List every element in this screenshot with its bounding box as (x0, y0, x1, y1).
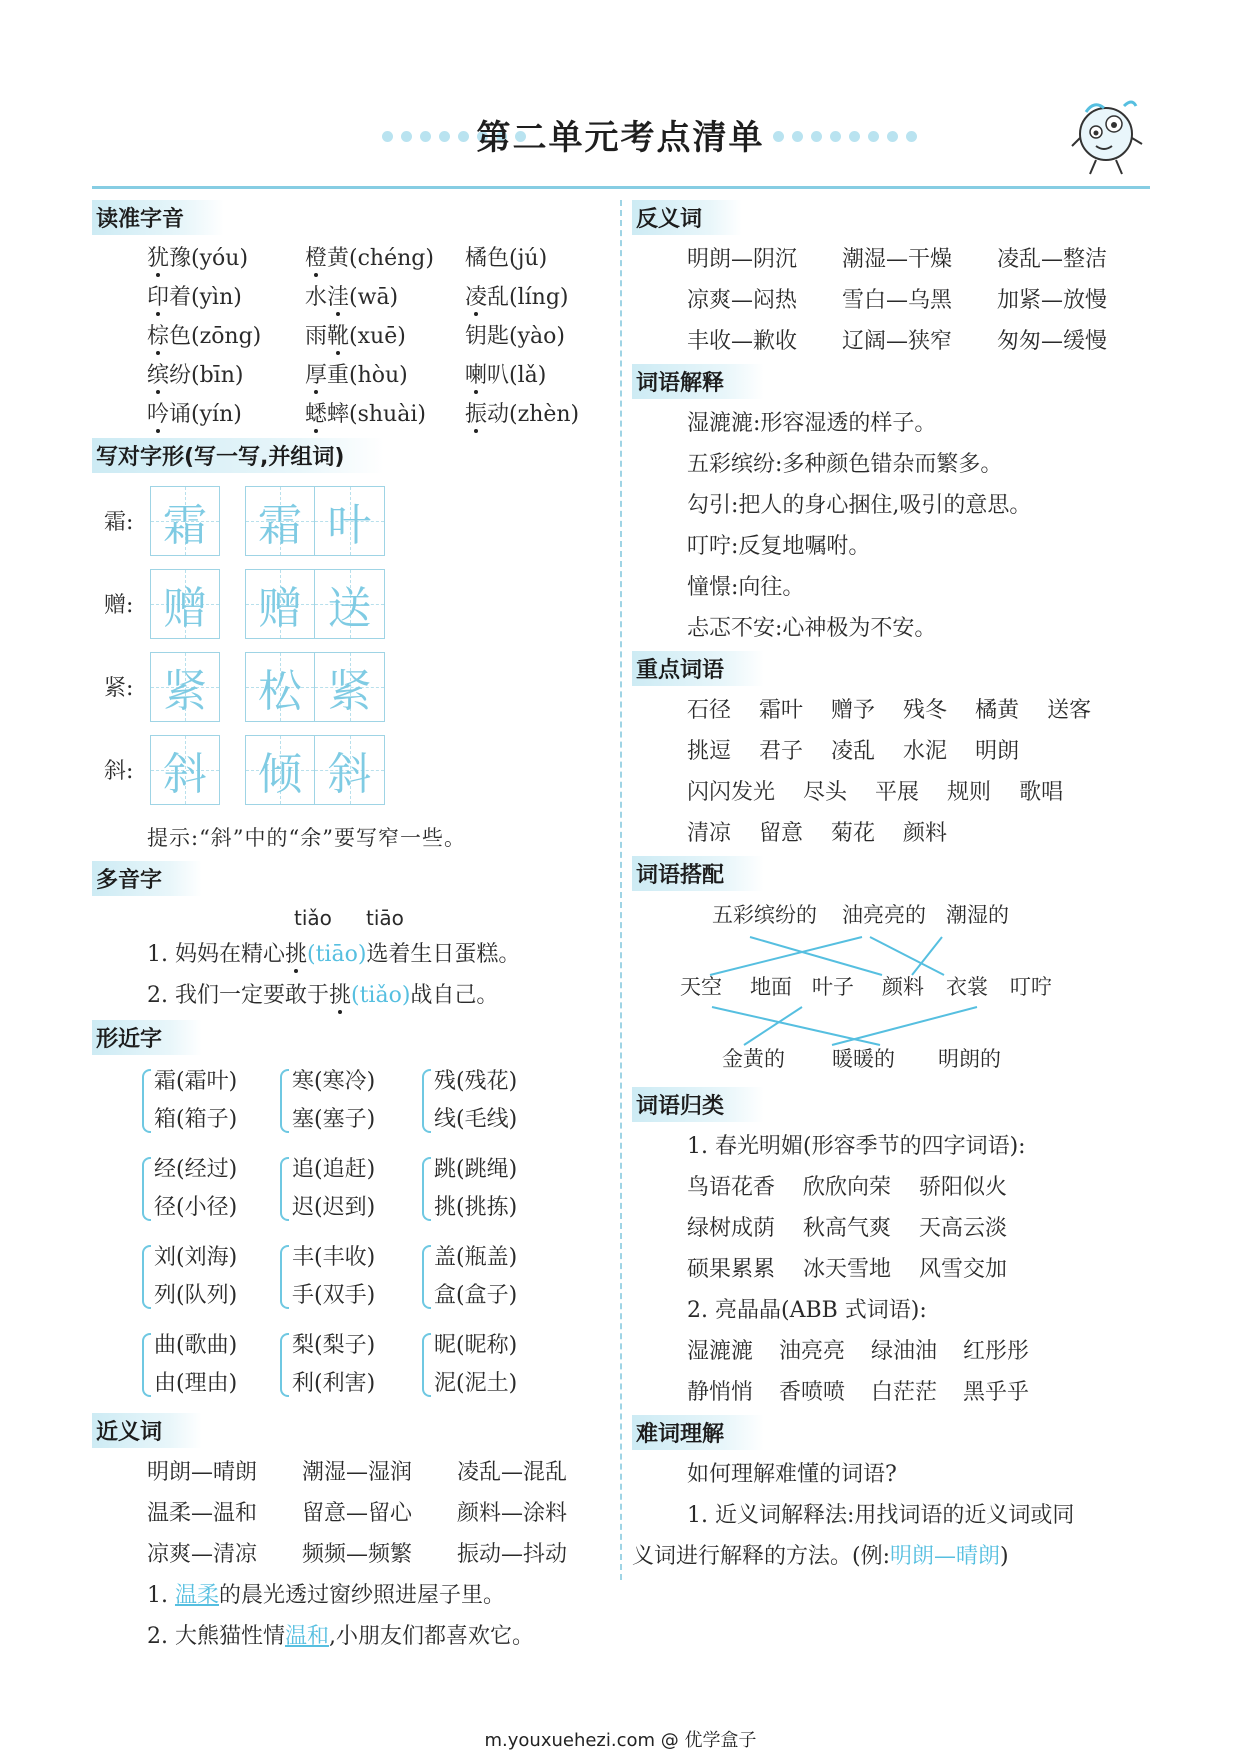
match-mid-4: 颜料 (882, 975, 924, 999)
word-pair-row (147, 1493, 612, 1534)
pinyin-dotted-char: 橙 (305, 246, 328, 271)
similar-word: 丰(丰收) (292, 1245, 376, 1270)
left-column (92, 200, 612, 1657)
word-row (687, 1167, 1152, 1208)
word-item: 留意 (759, 821, 804, 846)
word-pair: 加紧—放慢 (997, 288, 1108, 313)
pinyin-pre: 水 (305, 285, 328, 310)
similar-word: 霜(霜叶) (154, 1069, 238, 1094)
tian-char: 紧 (163, 665, 207, 717)
similar-word: 寒(寒冷) (292, 1069, 376, 1094)
pinyin-dotted-char: 犹 (147, 246, 170, 271)
word-row (687, 772, 1152, 813)
tian-char: 送 (327, 582, 372, 634)
pinyin-dotted-char: 凌 (465, 285, 488, 310)
write-hint: 提示:“斜”中的“余”要写窄一些。 (147, 826, 467, 850)
pinyin-dotted-char: 棕 (147, 324, 170, 349)
word-item: 菊花 (831, 821, 876, 846)
word-pair: 留意—留心 (302, 1501, 413, 1526)
word-pair: 潮湿—湿润 (302, 1460, 413, 1485)
word-pair: 明朗—阴沉 (687, 247, 798, 272)
tian-box (245, 735, 315, 805)
match-bottom-2: 暖暖的 (832, 1047, 895, 1071)
title-dots-right (773, 131, 917, 142)
similar-word: 昵(昵称) (434, 1333, 518, 1358)
word-item: 橘黄 (975, 698, 1020, 723)
pinyin-rest: (wā) (349, 285, 399, 310)
similar-group (280, 1063, 422, 1139)
similar-group (422, 1239, 572, 1315)
key-word-rows (632, 690, 1152, 854)
match-mid-2: 地面 (750, 975, 792, 999)
word-row (687, 813, 1152, 854)
word-item: 颜料 (903, 821, 948, 846)
synonym-example-1-word: 温柔 (174, 1583, 219, 1608)
word-row (687, 1331, 1152, 1372)
hard-words-question: 如何理解难懂的词语? (687, 1462, 897, 1487)
similar-word: 迟(迟到) (292, 1195, 376, 1220)
hard-words-example: 明朗—晴朗 (890, 1544, 1001, 1569)
word-item: 赠予 (831, 698, 876, 723)
polyphone-char-2: 挑 (328, 983, 351, 1008)
word-pair: 振动—抖动 (457, 1542, 568, 1567)
similar-word: 跳(跳绳) (434, 1157, 518, 1182)
similar-word: 曲(歌曲) (154, 1333, 238, 1358)
tian-pair (245, 569, 385, 639)
explain-item: 叮咛:反复地嘱咐。 (687, 534, 871, 559)
word-item: 红彤彤 (963, 1339, 1030, 1364)
pinyin-rest: 匙(yào) (487, 324, 565, 349)
pinyin-grid (92, 239, 612, 434)
section-title-matching: 词语搭配 (632, 856, 764, 891)
similar-word: 泥(泥土) (434, 1371, 518, 1396)
pinyin-rest: 重(hòu) (327, 363, 408, 388)
tian-box (245, 569, 315, 639)
hard-words-paragraph-1: 1. 近义词解释法:用找词语的近义词或同 (687, 1503, 1075, 1528)
similar-group (280, 1327, 422, 1403)
tian-char: 叶 (327, 499, 372, 551)
match-mid-1: 天空 (680, 975, 722, 999)
word-item: 欣欣向荣 (803, 1175, 892, 1200)
tian-char: 赠 (258, 582, 302, 634)
similar-word: 挑(挑拣) (434, 1195, 518, 1220)
word-item: 清凉 (687, 821, 732, 846)
tian-box (150, 735, 220, 805)
pinyin-pre: 钥 (465, 324, 488, 349)
section-title-antonyms: 反义词 (632, 200, 742, 235)
pinyin-item (465, 239, 615, 278)
tian-char: 倾 (258, 748, 302, 800)
similar-word: 由(理由) (154, 1371, 238, 1396)
word-pair: 辽阔—狭窄 (842, 329, 953, 354)
pinyin-dotted-char: 洼 (327, 285, 350, 310)
section-title-similar: 形近字 (92, 1020, 202, 1055)
pinyin-item (465, 356, 615, 395)
similar-group (142, 1327, 280, 1403)
word-pair: 凉爽—闷热 (687, 288, 798, 313)
word-row (687, 731, 1152, 772)
section-title-key-words: 重点词语 (632, 651, 764, 686)
antonym-rows (632, 239, 1152, 362)
word-row (687, 1208, 1152, 1249)
word-item: 残冬 (903, 698, 948, 723)
write-row (92, 728, 612, 811)
word-item: 闪闪发光 (687, 780, 776, 805)
pinyin-dotted-char: 喇 (465, 363, 488, 388)
tian-pair (245, 735, 385, 805)
tian-box (150, 652, 220, 722)
word-pair-row (147, 1534, 612, 1575)
similar-word: 列(队列) (154, 1283, 238, 1308)
pinyin-dotted-char: 缤 (147, 363, 170, 388)
polyphone-char-1: 挑 (284, 942, 307, 967)
word-item: 白茫茫 (871, 1380, 938, 1405)
similar-word: 箱(箱子) (154, 1107, 238, 1132)
pinyin-dotted-char: 蟋 (305, 402, 328, 427)
pinyin-dotted-char: 振 (465, 402, 488, 427)
word-item: 石径 (687, 698, 732, 723)
word-pair: 凉爽—清凉 (147, 1542, 258, 1567)
synonym-example-2: 2. 大熊猫性情温和,小朋友们都喜欢它。 (147, 1624, 534, 1649)
classify-rows-1 (632, 1167, 1152, 1290)
write-rows (92, 479, 612, 811)
word-pair: 频频—频繁 (302, 1542, 413, 1567)
word-pair-row (687, 321, 1152, 362)
word-item: 凌乱 (831, 739, 876, 764)
pinyin-rest: 诵(yín) (169, 402, 242, 427)
word-item: 风雪交加 (919, 1257, 1008, 1282)
word-pair: 凌乱—混乱 (457, 1460, 568, 1485)
similar-word: 残(残花) (434, 1069, 518, 1094)
pinyin-rest: 色(zōng) (169, 324, 262, 349)
pinyin-item (305, 278, 465, 317)
mascot-icon (1066, 94, 1154, 178)
similar-word: 刘(刘海) (154, 1245, 238, 1270)
match-top-2: 油亮亮的 (842, 903, 926, 927)
section-title-write-chars: 写对字形(写一写,并组词) (92, 438, 384, 473)
word-row (687, 1249, 1152, 1290)
word-row (687, 690, 1152, 731)
match-mid-3: 叶子 (812, 975, 854, 999)
pinyin-rest: 蟀(shuài) (327, 402, 426, 427)
match-mid-6: 叮咛 (1010, 975, 1052, 999)
word-item: 霜叶 (759, 698, 804, 723)
word-matching (632, 895, 1152, 1085)
tian-char: 紧 (327, 665, 372, 717)
explain-rows (632, 403, 1152, 649)
tian-box (150, 486, 220, 556)
word-pair-row (687, 239, 1152, 280)
pinyin-dotted-char: 吟 (147, 402, 170, 427)
hard-words-paragraph-2: 义词进行解释的方法。(例:明朗—晴朗) (632, 1544, 1009, 1569)
word-item: 湿漉漉 (687, 1339, 754, 1364)
section-title-classify: 词语归类 (632, 1087, 764, 1122)
explain-item: 勾引:把人的身心捆住,吸引的意思。 (687, 493, 1032, 518)
write-label: 赠: (104, 593, 134, 618)
write-row (92, 562, 612, 645)
word-item: 挑逗 (687, 739, 732, 764)
word-item: 尽头 (803, 780, 848, 805)
word-item: 明朗 (975, 739, 1020, 764)
write-row (92, 479, 612, 562)
polyphone-sentence-1: 1. 妈妈在精心挑(tiāo)选着生日蛋糕。 (147, 942, 521, 967)
write-row (92, 645, 612, 728)
header-rule (92, 186, 1150, 189)
similar-group (142, 1239, 280, 1315)
word-item: 送客 (1047, 698, 1092, 723)
polyphone-pinyin-2: tiāo (366, 906, 404, 930)
pinyin-rest: 乱(líng) (487, 285, 569, 310)
pinyin-item (147, 395, 305, 434)
tian-box (245, 486, 315, 556)
word-pair: 雪白—乌黑 (842, 288, 953, 313)
similar-word: 线(毛线) (434, 1107, 518, 1132)
word-item: 黑乎乎 (963, 1380, 1030, 1405)
word-row (687, 1372, 1152, 1413)
pinyin-item (147, 317, 305, 356)
footer-watermark: m.youxuehezi.com @ 优学盒子 (484, 1730, 757, 1751)
word-item: 绿油油 (871, 1339, 938, 1364)
synonym-rows (92, 1452, 612, 1575)
similar-word: 经(经过) (154, 1157, 238, 1182)
similar-word: 梨(梨子) (292, 1333, 376, 1358)
tian-box (315, 652, 385, 722)
tian-char: 霜 (163, 499, 207, 551)
pinyin-pre: 橘 (465, 246, 488, 271)
word-item: 平展 (875, 780, 920, 805)
similar-word: 径(小径) (154, 1195, 238, 1220)
match-mid-5: 衣裳 (946, 975, 988, 999)
similar-group (142, 1151, 280, 1227)
similar-group (280, 1151, 422, 1227)
tian-box (315, 486, 385, 556)
word-pair: 匆匆—缓慢 (997, 329, 1108, 354)
write-label: 霜: (104, 510, 134, 535)
tian-char: 赠 (163, 582, 207, 634)
write-label: 斜: (104, 759, 134, 784)
pinyin-rest: 色(jú) (487, 246, 548, 271)
similar-group (422, 1151, 572, 1227)
word-item: 水泥 (903, 739, 948, 764)
word-pair: 丰收—歉收 (687, 329, 798, 354)
word-pair: 明朗—晴朗 (147, 1460, 258, 1485)
pinyin-rest: (xuē) (349, 324, 406, 349)
pinyin-dotted-char: 厚 (305, 363, 328, 388)
similar-word: 追(追赶) (292, 1157, 376, 1182)
pinyin-rest: 着(yìn) (169, 285, 242, 310)
explain-item: 忐忑不安:心神极为不安。 (687, 616, 937, 641)
pinyin-item (305, 239, 465, 278)
word-item: 秋高气爽 (803, 1216, 892, 1241)
pinyin-item (305, 317, 465, 356)
similar-word: 塞(塞子) (292, 1107, 376, 1132)
pinyin-item (147, 356, 305, 395)
similar-word: 利(利害) (292, 1371, 376, 1396)
similar-group (422, 1327, 572, 1403)
column-divider (620, 200, 622, 1580)
pinyin-dotted-char: 靴 (327, 324, 350, 349)
pinyin-rest: 叭(lǎ) (487, 363, 547, 388)
pinyin-item (147, 239, 305, 278)
polyphone-pinyin-row (92, 900, 612, 934)
classify-rows-2 (632, 1331, 1152, 1413)
pinyin-rest: 黄(chéng) (327, 246, 434, 271)
word-item: 香喷喷 (779, 1380, 846, 1405)
pinyin-item (305, 395, 465, 434)
similar-word: 盖(瓶盖) (434, 1245, 518, 1270)
similar-word: 手(双手) (292, 1283, 376, 1308)
pinyin-dotted-char: 印 (147, 285, 170, 310)
tian-box (315, 569, 385, 639)
pinyin-pre: 雨 (305, 324, 328, 349)
explain-item: 五彩缤纷:多种颜色错杂而繁多。 (687, 452, 1003, 477)
page-header (0, 98, 1241, 178)
pinyin-item (465, 317, 615, 356)
similar-group (142, 1063, 280, 1139)
write-label: 紧: (104, 676, 134, 701)
pinyin-rest: 动(zhèn) (487, 402, 580, 427)
match-bottom-1: 金黄的 (722, 1047, 785, 1071)
tian-pair (245, 486, 385, 556)
section-title-explain: 词语解释 (632, 364, 764, 399)
classify-heading-2: 2. 亮晶晶(ABB 式词语): (687, 1298, 927, 1323)
word-pair: 潮湿—干燥 (842, 247, 953, 272)
match-top-3: 潮湿的 (946, 903, 1009, 927)
explain-item: 湿漉漉:形容湿透的样子。 (687, 411, 937, 436)
tian-box (150, 569, 220, 639)
word-item: 静悄悄 (687, 1380, 754, 1405)
word-item: 规则 (947, 780, 992, 805)
section-title-hard-words: 难词理解 (632, 1415, 764, 1450)
word-item: 骄阳似火 (919, 1175, 1008, 1200)
tian-pair (245, 652, 385, 722)
tian-char: 斜 (327, 748, 372, 800)
tian-char: 霜 (258, 499, 302, 551)
pinyin-rest: 豫(yóu) (169, 246, 249, 271)
word-item: 歌唱 (1019, 780, 1064, 805)
page-title: 第二单元考点清单 (476, 118, 765, 158)
polyphone-pinyin-1: tiǎo (294, 906, 332, 930)
match-top-1: 五彩缤纷的 (712, 903, 817, 927)
section-title-polyphone: 多音字 (92, 861, 202, 896)
section-title-read-pinyin: 读准字音 (92, 200, 224, 235)
word-item: 鸟语花香 (687, 1175, 776, 1200)
word-pair: 颜料—涂料 (457, 1501, 568, 1526)
word-item: 绿树成荫 (687, 1216, 776, 1241)
word-item: 天高云淡 (919, 1216, 1008, 1241)
word-item: 油亮亮 (779, 1339, 846, 1364)
word-pair-row (687, 280, 1152, 321)
classify-heading-1: 1. 春光明媚(形容季节的四字词语): (687, 1134, 1026, 1159)
match-bottom-3: 明朗的 (938, 1047, 1001, 1071)
word-pair-row (147, 1452, 612, 1493)
synonym-example-1: 1. 温柔的晨光透过窗纱照进屋子里。 (147, 1583, 506, 1608)
tian-char: 斜 (163, 748, 207, 800)
polyphone-sentence-2: 2. 我们一定要敢于挑(tiǎo)战自己。 (147, 983, 499, 1008)
word-item: 硕果累累 (687, 1257, 776, 1282)
similar-group (280, 1239, 422, 1315)
tian-box (315, 735, 385, 805)
explain-item: 憧憬:向往。 (687, 575, 805, 600)
similar-group (422, 1063, 572, 1139)
pinyin-rest: 纷(bīn) (169, 363, 244, 388)
word-pair: 凌乱—整洁 (997, 247, 1108, 272)
tian-char: 松 (258, 665, 302, 717)
word-item: 君子 (759, 739, 804, 764)
right-column (632, 200, 1152, 1577)
section-title-synonyms: 近义词 (92, 1413, 202, 1448)
synonym-example-2-word: 温和 (284, 1624, 329, 1649)
similar-grid (92, 1063, 612, 1403)
pinyin-item (147, 278, 305, 317)
pinyin-item (465, 395, 615, 434)
similar-word: 盒(盒子) (434, 1283, 518, 1308)
word-pair: 温柔—温和 (147, 1501, 258, 1526)
pinyin-item (465, 278, 615, 317)
tian-box (245, 652, 315, 722)
word-item: 冰天雪地 (803, 1257, 892, 1282)
pinyin-item (305, 356, 465, 395)
